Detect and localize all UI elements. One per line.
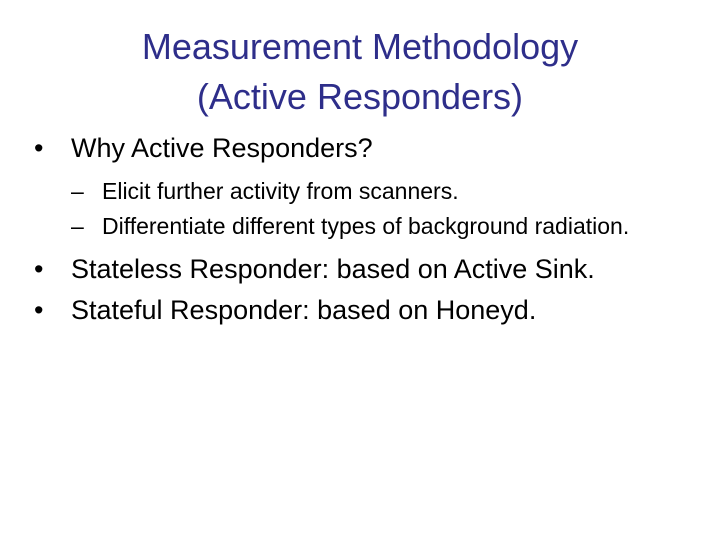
sub-bullet-text: Differentiate different types of background radiation.: [102, 213, 630, 239]
bullet-text: Why Active Responders?: [71, 133, 373, 163]
sub-bullet-item: [34, 177, 674, 206]
bullet-item: [34, 132, 674, 165]
sub-bullet-text: Elicit further activity from scanners.: [102, 178, 459, 204]
slide-title-line-2: (Active Responders): [196, 76, 524, 117]
bullet-text: Stateless Responder: based on Active Sink.: [71, 254, 595, 284]
sub-bullet-marker: –: [71, 178, 84, 204]
bullet-marker: •: [34, 295, 44, 325]
bullet-marker: •: [34, 254, 44, 284]
slide-body: [34, 130, 674, 327]
bullet-item: [34, 294, 674, 327]
bullet-item: [34, 253, 674, 286]
sub-bullet-marker: –: [71, 213, 84, 239]
bullet-marker: •: [34, 133, 44, 163]
slide-title: [0, 22, 720, 122]
sub-bullet-item: [34, 212, 674, 241]
slide-title-line-1: Measurement Methodology: [141, 26, 579, 67]
bullet-text: Stateful Responder: based on Honeyd.: [71, 295, 537, 325]
